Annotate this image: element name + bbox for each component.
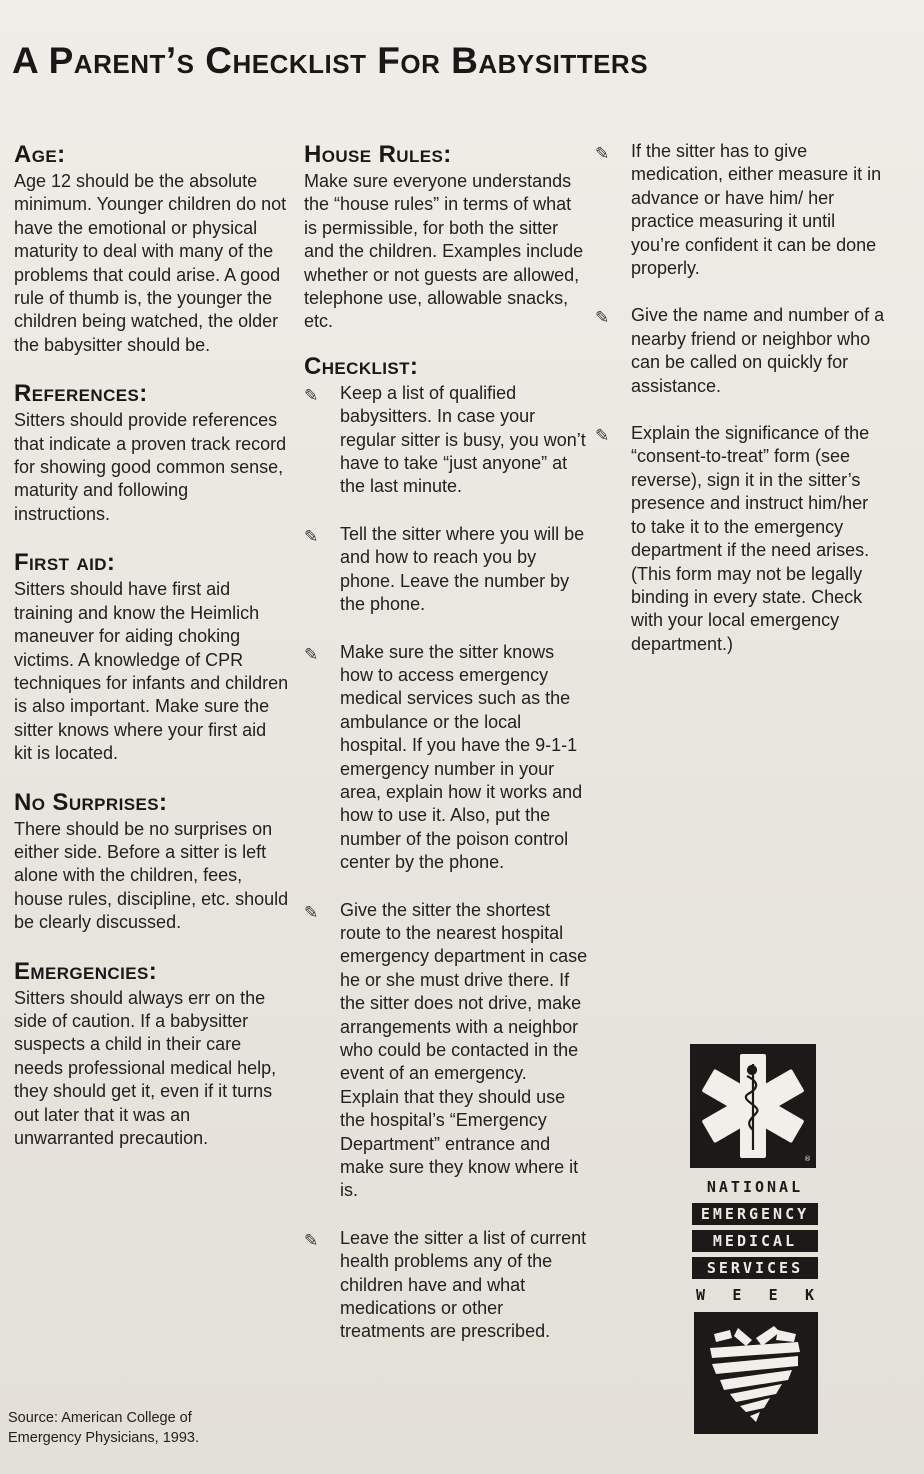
section-heading: First aid: xyxy=(14,549,116,577)
logo-week-letter: E xyxy=(732,1286,742,1304)
section-heading: Age: xyxy=(14,141,66,168)
checklist-item xyxy=(304,1227,589,1344)
logo-line-week xyxy=(692,1284,818,1306)
logo-line-services: SERVICES xyxy=(692,1257,818,1279)
section-heading: References: xyxy=(14,380,148,408)
logo-line-national: NATIONAL xyxy=(706,1178,804,1196)
section-no-surprises xyxy=(14,788,289,935)
source-citation: Source: American College of Emergency Physicians, 1993. xyxy=(8,1410,200,1446)
section-heading: Checklist: xyxy=(304,352,419,380)
page-title: A Parent’s Checklist For Babysitters xyxy=(12,40,649,81)
checklist-item xyxy=(304,523,589,617)
section-text: Sitters should always err on the side of caution. If a babysitter suspects a child in their care needs professional medical help, they should get it, even if it turns out later that it was an unwarranted precaution. xyxy=(14,987,277,1148)
pencil-icon: ✎ xyxy=(595,308,610,328)
logo-week-letter: K xyxy=(804,1286,814,1304)
section-heading: Emergencies: xyxy=(14,957,158,985)
checklist-item xyxy=(304,382,589,499)
section-text: Sitters should have first aid training and know the Heimlich maneuver for aiding choking victims. A knowledge of CPR techniques for infants and children is also important. Make sure the sitter knows where your first aid kit is located. xyxy=(14,579,289,764)
section-age xyxy=(14,140,289,357)
logo-line-medical: MEDICAL xyxy=(692,1230,818,1252)
logo-week-letter: E xyxy=(768,1286,778,1304)
section-house-rules xyxy=(304,140,589,334)
section-text: Make sure everyone understands the “house rules” in terms of what is permissible, for both the sitter and the children. Examples include whether or not guests are allowed, telephone use, allowable snacks, etc. xyxy=(304,171,584,332)
checklist-item xyxy=(595,422,885,656)
checklist-item-text: Tell the sitter where you will be and how to reach you by phone. Leave the number by the phone. xyxy=(340,523,585,615)
section-emergencies xyxy=(14,957,289,1151)
pencil-icon: ✎ xyxy=(595,426,610,446)
checklist-item-text: If the sitter has to give medication, either measure it in advance or have him/ her practice measuring it until you’re confident it can be done properly. xyxy=(631,141,882,279)
column-right xyxy=(595,140,885,680)
checklist-item-text: Make sure the sitter knows how to access emergency medical services such as the ambulance or the local hospital. If you have the 9-1-1 emergency number in your area, explain how it works and how to use it. Also, put the number of the poison control center by the phone. xyxy=(340,641,583,873)
section-text: Sitters should provide references that indicate a proven track record for showing good common sense, maturity and following instructions. xyxy=(14,410,287,524)
pencil-icon: ✎ xyxy=(304,644,319,664)
pencil-icon: ✎ xyxy=(595,144,610,163)
section-text: There should be no surprises on either side. Before a sitter is left alone with the children, fees, house rules, discipline, etc. should be clearly discussed. xyxy=(14,818,289,933)
logo-line-emergency: EMERGENCY xyxy=(692,1203,818,1225)
star-of-life-icon xyxy=(690,1044,816,1168)
checklist-item-text: Keep a list of qualified babysitters. In case your regular sitter is busy, you won’t have to take “just anyone” at the last minute. xyxy=(340,382,586,497)
checklist-item xyxy=(304,641,589,875)
checklist-item-text: Give the name and number of a nearby friend or neighbor who can be called on quickly for assistance. xyxy=(631,305,885,396)
pencil-icon: ✎ xyxy=(304,526,319,546)
svg-text:®: ® xyxy=(804,1155,811,1163)
checklist-item-text: Leave the sitter a list of current health problems any of the children have and what medications or other treatments are prescribed. xyxy=(340,1227,587,1342)
heart-icon xyxy=(694,1312,818,1434)
nems-week-logo-text xyxy=(692,1176,818,1311)
section-first-aid xyxy=(14,548,289,765)
pencil-icon: ✎ xyxy=(304,385,319,405)
section-heading: No Surprises: xyxy=(14,788,168,816)
checklist-item-text: Give the sitter the shortest route to the nearest hospital emergency department in case he or she must drive there. If the sitter does not drive, make arrangements with a neighbor who could be contacted in the event of an emergency. Explain that they should use the hospital’s “Emergency Department” entrance and make sure they know where it is. xyxy=(340,899,588,1201)
section-checklist xyxy=(304,352,589,1344)
section-references xyxy=(14,379,289,526)
checklist-item xyxy=(595,140,885,280)
checklist-item xyxy=(595,304,885,398)
pencil-icon: ✎ xyxy=(304,1230,319,1250)
logo-week-letter: W xyxy=(696,1286,706,1304)
checklist-item xyxy=(304,899,589,1203)
checklist-item-text: Explain the significance of the “consent-to-treat” form (see reverse), sign it in the sitter’s presence and instruct him/her to take it to the emergency department if the need arises. (This form may not be legally binding in every state. Check with your local emergency department.) xyxy=(631,423,870,654)
column-middle xyxy=(304,140,589,1368)
section-text: Age 12 should be the absolute minimum. Younger children do not have the emotional or physical maturity to deal with many of the problems that could arise. A good rule of thumb is, the younger the children being watched, the older the babysitter should be. xyxy=(14,171,287,355)
column-left xyxy=(14,140,289,1172)
pencil-icon: ✎ xyxy=(304,902,319,922)
section-heading: House Rules: xyxy=(304,141,452,168)
